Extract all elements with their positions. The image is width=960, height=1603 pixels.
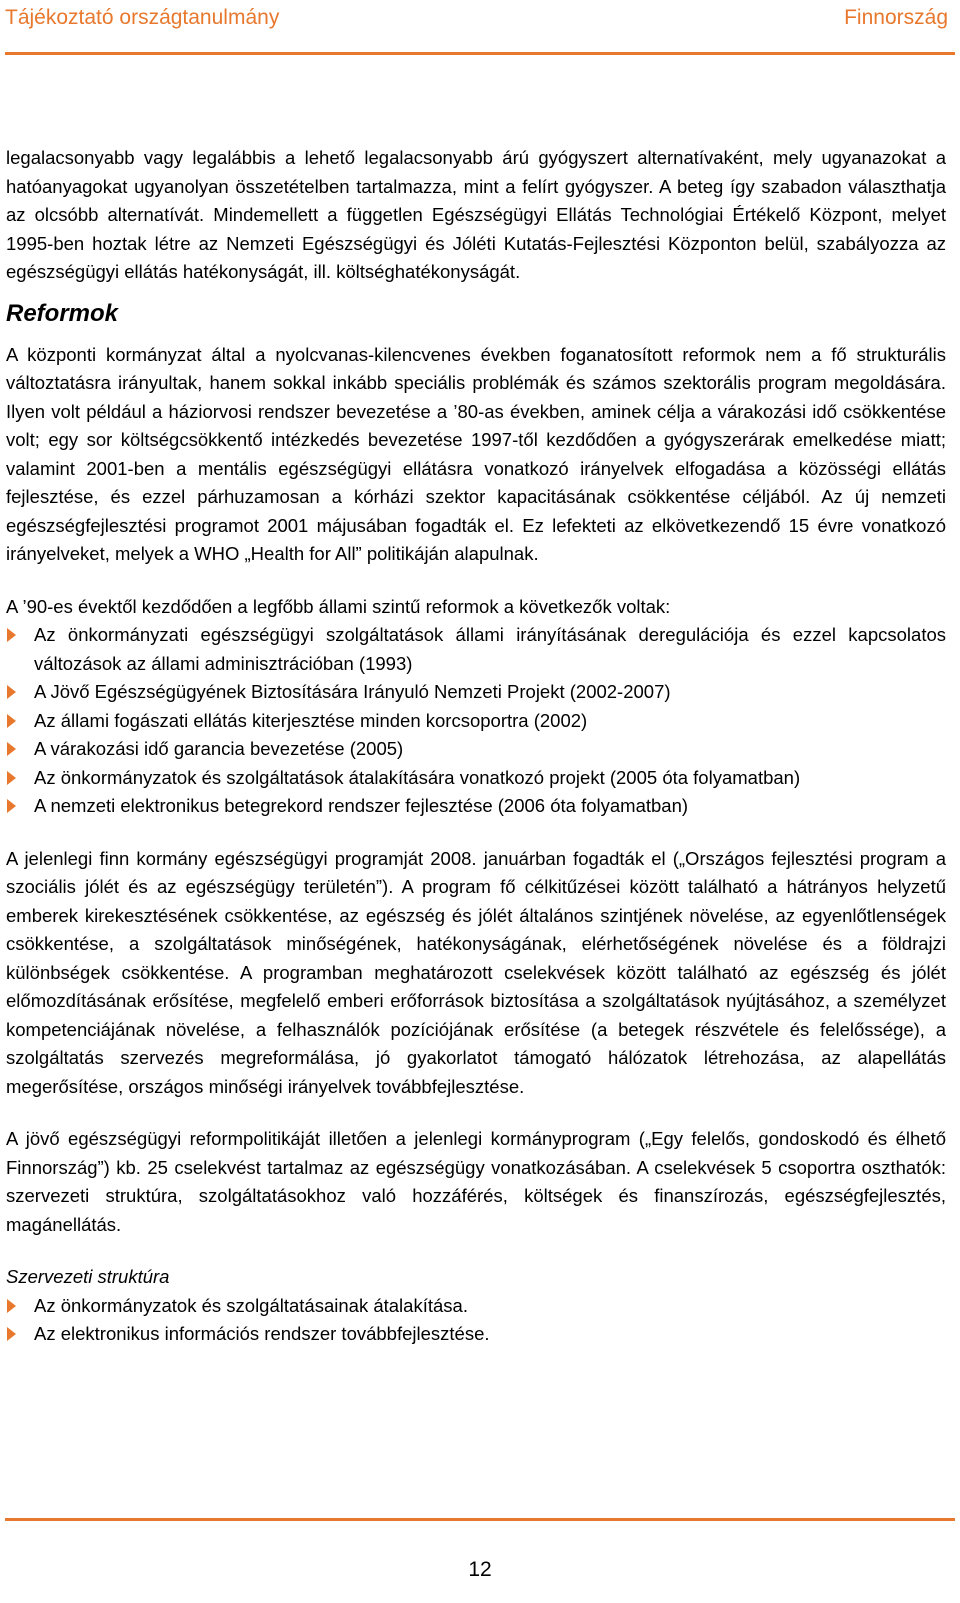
country-name: Finnország	[844, 6, 948, 29]
future-reform-paragraph: A jövő egészségügyi reformpolitikáját illetően a jelenlegi kormányprogram („Egy felelős, gondoskodó és élhető Finnország”) kb. 25 cselekvést tartalmaz az egészségügy vonatkozásában. A cselekvések 5 csoportra oszthatók: szervezeti struktúra, szolgáltatásokhoz való hozzáférés, költségek és finanszírozás, egészségfejlesztés, magánellátás.	[6, 1128, 946, 1235]
page-header	[0, 0, 960, 56]
reforms-paragraph: A központi kormányzat által a nyolcvanas-kilencvenes években foganatosított reformok nem a fő strukturális változtatásra irányultak, hanem sokkal inkább speciális problémák és számos szektorális program megoldására. Ilyen volt például a háziorvosi rendszer bevezetése a ’80-as években, aminek célja a várakozási idő csökkentése volt; egy sor költségcsökkentő intézkedés bevezetése 1997-től kezdődően a gyógyszerárak emelkedése miatt; valamint 2001-ben a mentális egészségügyi ellátásra vonatkozó irányelvek elfogadása a közösségi ellátás fejlesztése, és ezzel párhuzamosan a kórházi szektor kapacitásának csökkentése céljából. Az új nemzeti egészségfejlesztési programot 2001 májusában fogadták el. Ez lefekteti az elkövetkezendő 15 évre vonatkozó irányelveket, melyek a WHO „Health for All” politikáján alapulnak.	[6, 343, 946, 564]
list-item: Az önkormányzatok és szolgáltatások átalakítására vonatkozó projekt (2005 óta folyamatban)	[6, 764, 946, 793]
header-divider	[5, 52, 955, 55]
bullet-arrow-icon	[7, 628, 16, 642]
bullet-arrow-icon	[7, 1327, 16, 1341]
bullet-arrow-icon	[7, 742, 16, 756]
bullet-arrow-icon	[7, 1299, 16, 1313]
list-item: Az állami fogászati ellátás kiterjesztése minden korcsoportra (2002)	[6, 707, 946, 736]
section-heading-reformok: Reformok	[6, 299, 119, 327]
page-footer	[0, 1518, 960, 1603]
bullet-arrow-icon	[7, 771, 16, 785]
subheading-organizational-structure: Szervezeti struktúra	[6, 1266, 170, 1287]
list-item: A várakozási idő garancia bevezetése (2005)	[6, 735, 946, 764]
bullet-arrow-icon	[7, 799, 16, 813]
list-item: Az önkormányzatok és szolgáltatásainak átalakítása.	[6, 1292, 946, 1321]
program-paragraph: A jelenlegi finn kormány egészségügyi programját 2008. januárban fogadták el („Országos fejlesztési program a szociális jólét és az egészségügy területén”). A program fő célkitűzései között található a hátrányos helyzetű emberek kirekesztésének csökkentése, az egészség és jólét általános szintjének növelése, az egyenlőtlenségek csökkentése, a szolgáltatások minőségének, hatékonyságának, elérhetőségének növelése és a földrajzi különbségek csökkentése. A programban meghatározott cselekvések között található az egészség és jólét előmozdításának erősítése, megfelelő emberi erőforrások biztosítása a szolgáltatások nyújtásához, a személyzet kompetenciájának növelése, a felhasználók pozíciójának erősítése (a betegek részvétele és felelőssége), a szolgáltatás szervezés megreformálása, jó gyakorlatot támogató hálózatok létrehozása, az alapellátás megerősítése, országos minőségi irányelvek továbbfejlesztése.	[6, 847, 946, 1097]
list-item: A Jövő Egészségügyének Biztosítására Irányuló Nemzeti Projekt (2002-2007)	[6, 678, 946, 707]
intro-paragraph: legalacsonyabb vagy legalábbis a lehető legalacsonyabb árú gyógyszert alternatívaként, mely ugyanazokat a hatóanyagokat ugyanolyan összetételben tartalmazza, mint a felírt gyógyszer. A beteg így szabadon választhatja az olcsóbb alternatívát. Mindemellett a független Egészségügyi Ellátás Technológiai Értékelő Központ, melyet 1995-ben hoztak létre az Nemzeti Egészségügyi és Jóléti Kutatás-Fejlesztési Központon belül, szabályozza az egészségügyi ellátás hatékonyságát, ill. költséghatékonyságát.	[6, 147, 946, 282]
list-item: A nemzeti elektronikus betegrekord rendszer fejlesztése (2006 óta folyamatban)	[6, 792, 946, 821]
bullet-arrow-icon	[7, 714, 16, 728]
list-item: Az önkormányzati egészségügyi szolgáltatások állami irányításának deregulációja és ezzel kapcsolatos változások az állami adminisztrációban (1993)	[6, 621, 946, 678]
document-title: Tájékoztató országtanulmány	[5, 6, 280, 29]
page-number: 12	[468, 1558, 492, 1581]
list-item: Az elektronikus információs rendszer továbbfejlesztése.	[6, 1320, 946, 1349]
reform-list-intro: A ’90-es évektől kezdődően a legfőbb állami szintű reformok a következők voltak:	[6, 595, 671, 617]
footer-divider	[5, 1518, 955, 1521]
structure-list	[6, 1292, 946, 1349]
page-content	[6, 144, 946, 1349]
reform-list	[6, 621, 946, 821]
bullet-arrow-icon	[7, 685, 16, 699]
